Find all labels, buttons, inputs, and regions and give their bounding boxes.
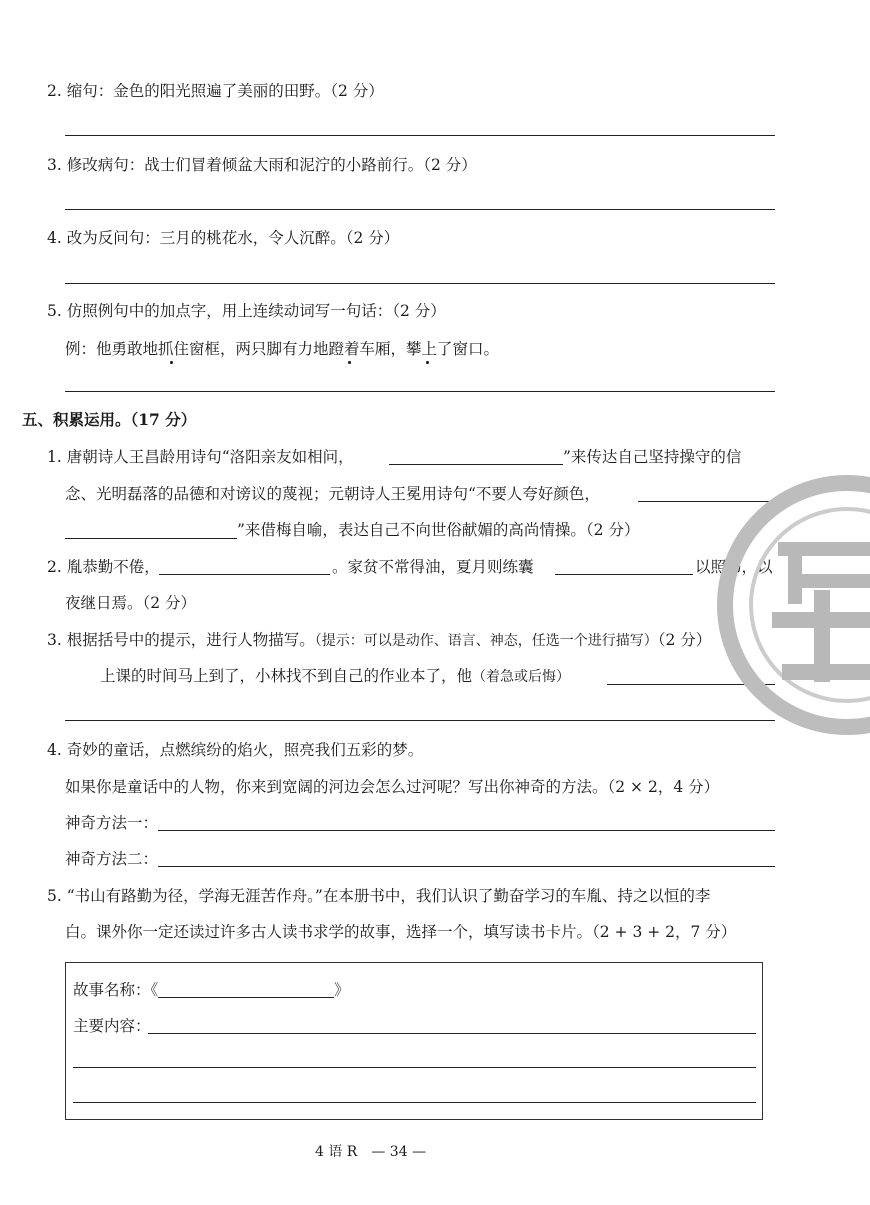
item1-line3-b: ”来借梅自喻，表达自己不向世俗献媚的高尚情操。（2 分） xyxy=(237,521,640,539)
item1-line1-a: 1. 唐朝诗人王昌龄用诗句“洛阳亲友如相问， xyxy=(47,448,354,466)
item2-line1-c: 以照书，以 xyxy=(695,558,773,576)
answer-line-q2[interactable] xyxy=(65,135,775,136)
item5-line1: 5. “书山有路勤为径，学海无涯苦作舟。”在本册书中，我们认识了勤奋学习的车胤、持之以恒的李 xyxy=(47,887,711,905)
question-4: 4. 改为反问句：三月的桃花水，令人沉醉。（2 分） xyxy=(47,229,400,247)
blank-item2-2[interactable] xyxy=(555,574,693,575)
item4-line2: 如果你是童话中的人物，你来到宽阔的河边会怎么过河呢？写出你神奇的方法。（2 × 2，4 分） xyxy=(65,778,720,796)
item5-line2: 白。课外你一定还读过许多古人读书求学的故事，选择一个，填写读书卡片。（2 + 3 + 2，7 分） xyxy=(65,923,737,941)
method1-label: 神奇方法一： xyxy=(65,814,159,832)
method2-line[interactable] xyxy=(158,866,775,867)
item2-line1-b: 。家贫不常得油，夏月则练囊 xyxy=(332,558,534,576)
watermark-seal-icon xyxy=(712,470,870,740)
page-footer: 4 语 R — 34 — xyxy=(315,1144,427,1160)
card-content-line-2[interactable] xyxy=(73,1067,756,1068)
blank-poem-1[interactable] xyxy=(389,464,563,465)
item1-line2-a: 念、光明磊落的品德和对谤议的蔑视；元朝诗人王冕用诗句“不要人夸好颜色， xyxy=(65,485,600,503)
question-2: 2. 缩句：金色的阳光照遍了美丽的田野。（2 分） xyxy=(47,82,384,100)
card-content-line-1[interactable] xyxy=(148,1033,756,1034)
item3-line1: 3. 根据括号中的提示，进行人物描写。（提示：可以是动作、语言、神态，任选一个进行描写）（2 分） xyxy=(47,631,712,649)
card-content-line-3[interactable] xyxy=(73,1102,756,1103)
blank-item2-1[interactable] xyxy=(159,574,330,575)
item2-line1-a: 2. 胤恭勤不倦， xyxy=(47,558,160,576)
question-5: 5. 仿照例句中的加点字，用上连续动词写一句话：（2 分） xyxy=(47,302,446,320)
method2-label: 神奇方法二： xyxy=(65,850,159,868)
answer-line-item3[interactable] xyxy=(65,720,775,721)
answer-line-q3[interactable] xyxy=(65,209,775,210)
item4-line1: 4. 奇妙的童话，点燃缤纷的焰火，照亮我们五彩的梦。 xyxy=(47,741,424,759)
card-story-name-close: 》 xyxy=(334,981,350,999)
emphasis-dot xyxy=(426,361,429,364)
section-title: 五、积累运用。（17 分） xyxy=(22,410,197,429)
method1-line[interactable] xyxy=(158,830,775,831)
item2-line2: 夜继日焉。（2 分） xyxy=(65,594,197,612)
emphasis-dot xyxy=(170,361,173,364)
answer-line-q4[interactable] xyxy=(65,283,775,284)
card-story-name-line[interactable] xyxy=(158,997,334,998)
item3-line2: 上课的时间马上到了，小林找不到自己的作业本了，他（着急或后悔） xyxy=(100,667,571,685)
answer-line-q5[interactable] xyxy=(65,391,775,392)
card-content-label: 主要内容： xyxy=(73,1017,151,1035)
blank-poem-2b[interactable] xyxy=(65,538,237,539)
reading-card xyxy=(65,962,763,1120)
question-3: 3. 修改病句：战士们冒着倾盆大雨和泥泞的小路前行。（2 分） xyxy=(47,156,477,174)
item1-line1-b: ”来传达自己坚持操守的信 xyxy=(563,448,742,466)
card-story-name-label: 故事名称：《 xyxy=(73,981,159,999)
emphasis-dot xyxy=(348,361,351,364)
question-5-example: 例：他勇敢地抓住窗框，两只脚有力地蹬着车厢，攀上了窗口。 xyxy=(65,340,500,358)
